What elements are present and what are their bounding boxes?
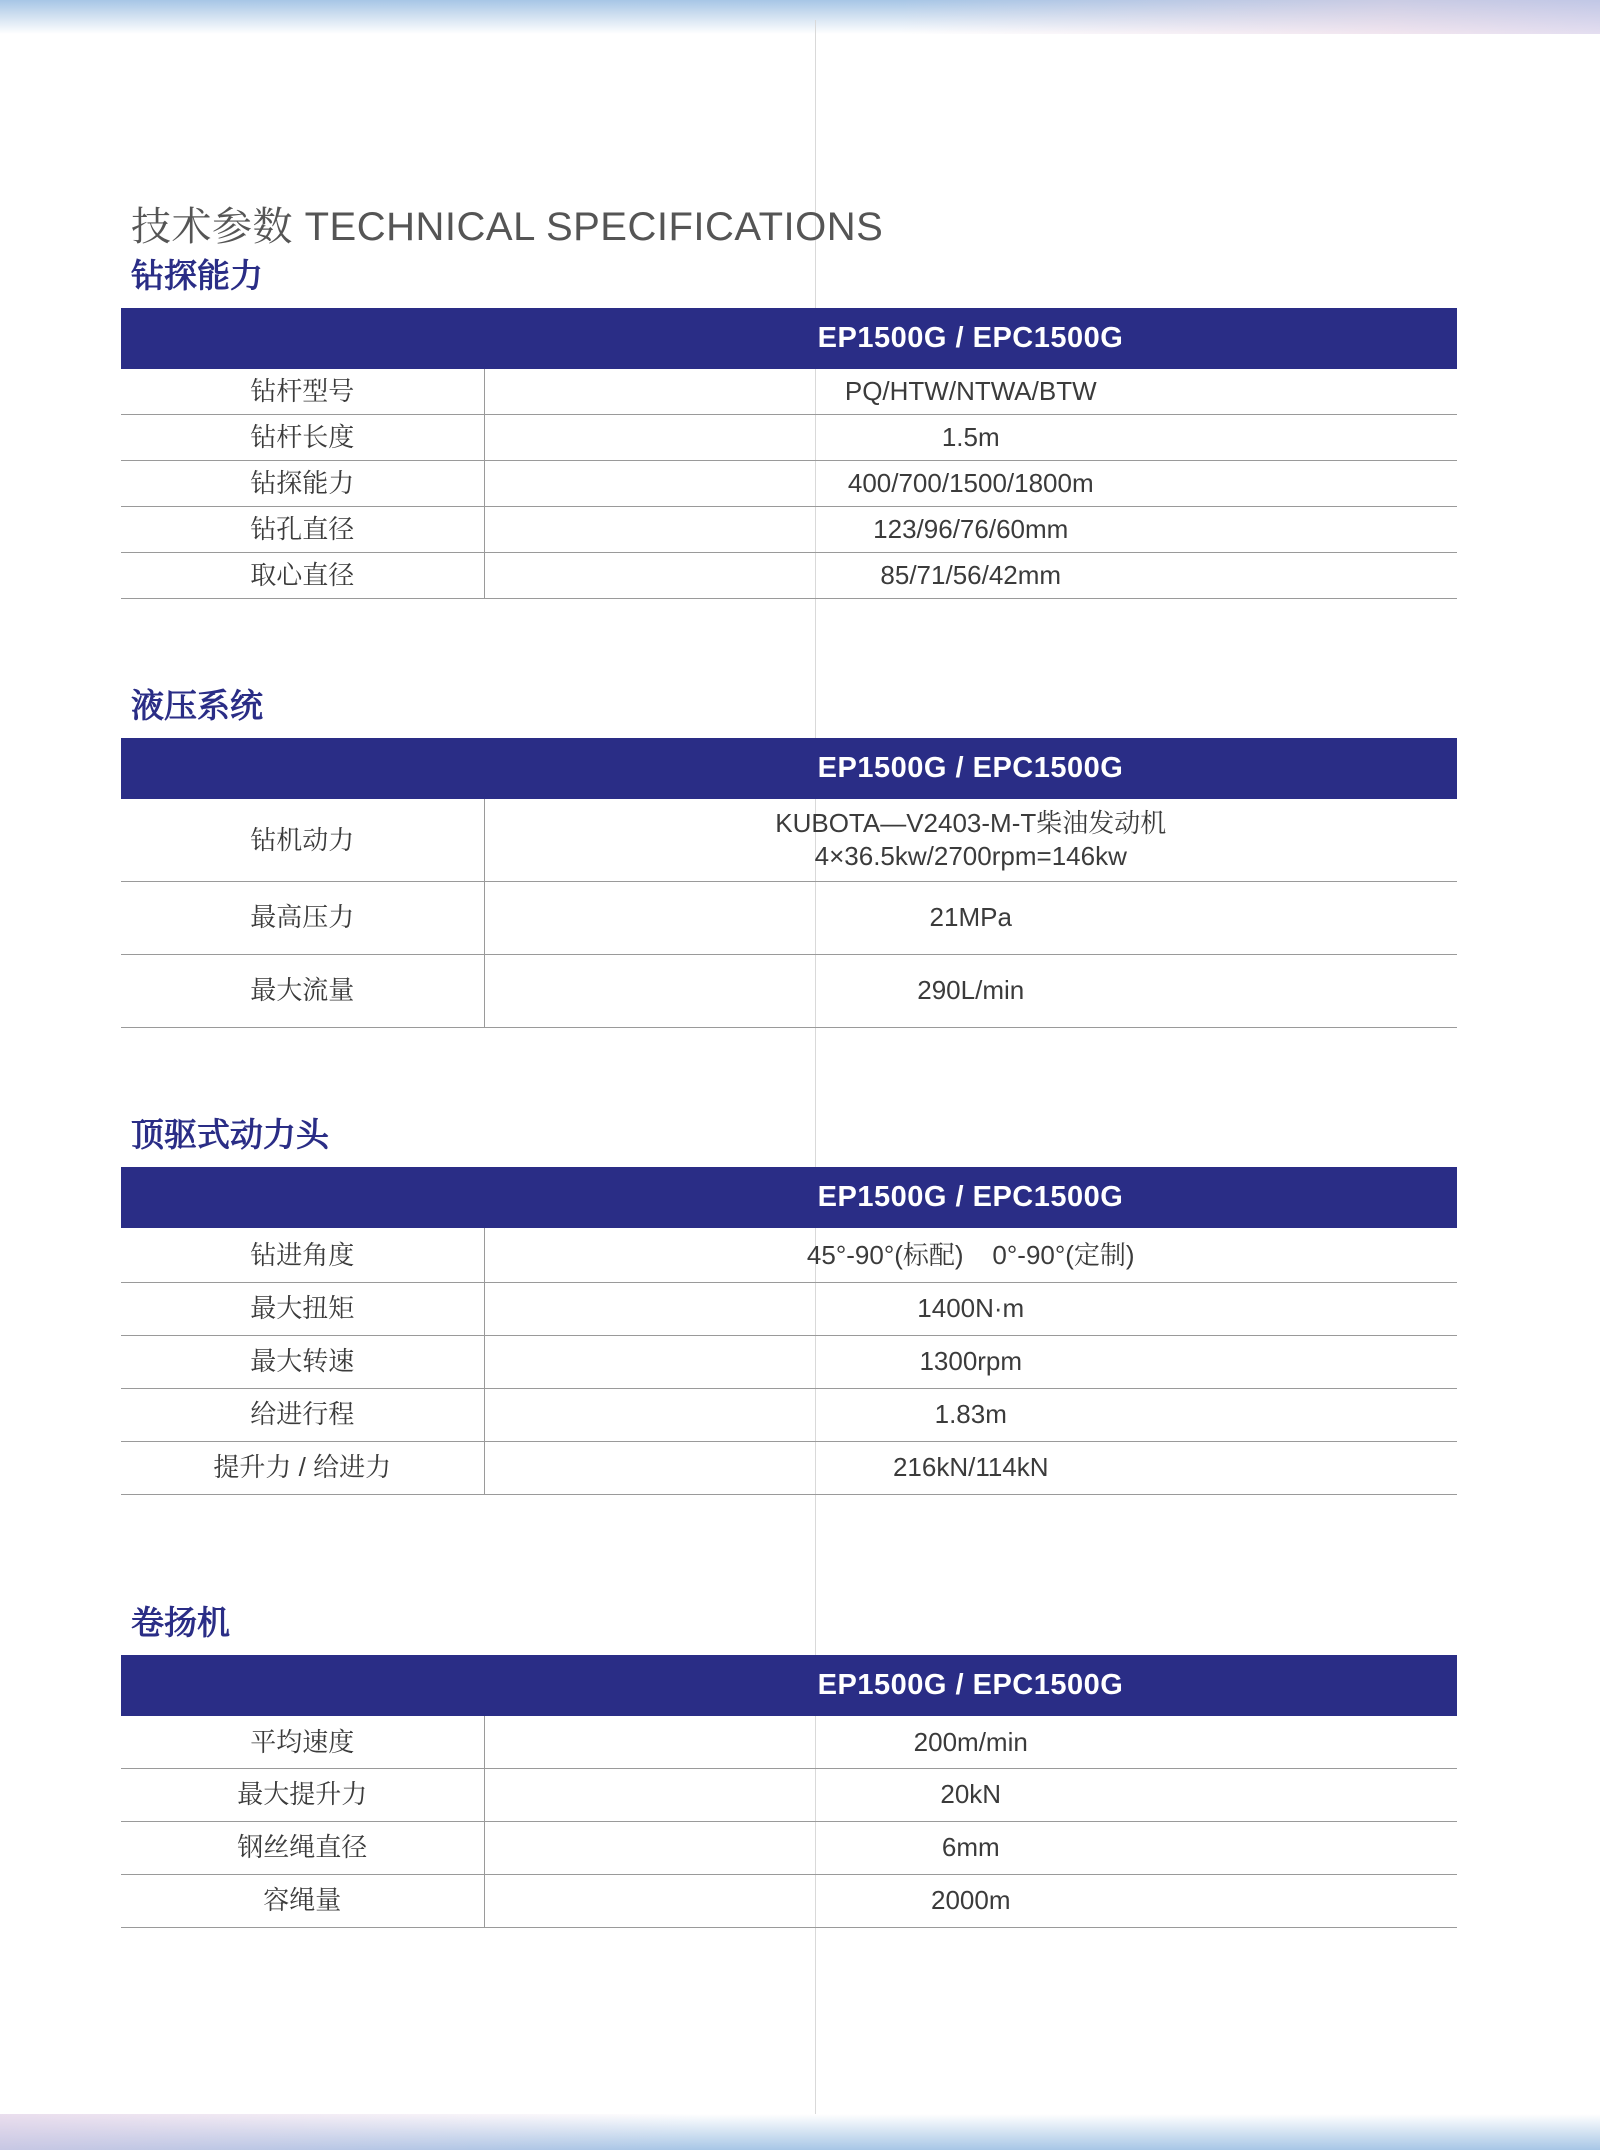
spec-value: 1.83m	[484, 1388, 1457, 1441]
section-top-drive-head	[121, 1113, 1457, 1495]
page-title: 技术参数 TECHNICAL SPECIFICATIONS	[131, 204, 884, 249]
spec-value: 400/700/1500/1800m	[484, 460, 1457, 506]
table-row	[121, 506, 1457, 552]
table-row	[121, 1388, 1457, 1441]
table-row	[121, 1282, 1457, 1335]
header-blank-cell	[121, 738, 484, 799]
spec-label: 提升力 / 给进力	[121, 1441, 484, 1494]
model-header: EP1500G / EPC1500G	[484, 308, 1457, 369]
table-row	[121, 1768, 1457, 1821]
table-row	[121, 552, 1457, 598]
spec-value: 6mm	[484, 1821, 1457, 1874]
spec-label: 钻杆长度	[121, 414, 484, 460]
spec-label: 最大扭矩	[121, 1282, 484, 1335]
spec-value: 290L/min	[484, 954, 1457, 1027]
spec-label: 钻孔直径	[121, 506, 484, 552]
spec-label: 钻进角度	[121, 1228, 484, 1282]
model-header: EP1500G / EPC1500G	[484, 1167, 1457, 1228]
section-title: 液压系统	[131, 687, 263, 724]
spec-label: 平均速度	[121, 1716, 484, 1768]
bottom-decorative-band	[0, 2114, 1600, 2150]
spec-label: 钻机动力	[121, 799, 484, 881]
spec-value: PQ/HTW/NTWA/BTW	[484, 369, 1457, 414]
model-header: EP1500G / EPC1500G	[484, 738, 1457, 799]
table-row	[121, 414, 1457, 460]
table-row	[121, 1821, 1457, 1874]
spec-value: 2000m	[484, 1874, 1457, 1927]
spec-label: 最大转速	[121, 1335, 484, 1388]
table-row	[121, 1228, 1457, 1282]
table-row	[121, 954, 1457, 1027]
engine-power: 4×36.5kw/2700rpm=146kw	[814, 840, 1127, 871]
spec-label: 钻探能力	[121, 460, 484, 506]
spec-label: 最大提升力	[121, 1768, 484, 1821]
table-row	[121, 1441, 1457, 1494]
table-header-row	[121, 738, 1457, 799]
spec-value: 123/96/76/60mm	[484, 506, 1457, 552]
table-row	[121, 799, 1457, 881]
table-row	[121, 1716, 1457, 1768]
table-row	[121, 1874, 1457, 1927]
header-blank-cell	[121, 1167, 484, 1228]
table-row	[121, 369, 1457, 414]
spec-label: 给进行程	[121, 1388, 484, 1441]
spec-value: 20kN	[484, 1768, 1457, 1821]
table-row	[121, 881, 1457, 954]
table-row	[121, 1335, 1457, 1388]
spec-value: 200m/min	[484, 1716, 1457, 1768]
table-header-row	[121, 308, 1457, 369]
section-title: 顶驱式动力头	[131, 1116, 329, 1153]
spec-label: 取心直径	[121, 552, 484, 598]
spec-value: 216kN/114kN	[484, 1441, 1457, 1494]
spec-label: 钢丝绳直径	[121, 1821, 484, 1874]
top-decorative-band	[0, 0, 1600, 34]
section-title: 钻探能力	[131, 257, 263, 294]
spec-label: 钻杆型号	[121, 369, 484, 414]
spec-label: 最大流量	[121, 954, 484, 1027]
section-drilling-capacity	[121, 254, 1457, 599]
table-header-row	[121, 1655, 1457, 1716]
spec-label: 最高压力	[121, 881, 484, 954]
spec-value: 1.5m	[484, 414, 1457, 460]
table-header-row	[121, 1167, 1457, 1228]
spec-value: 1400N·m	[484, 1282, 1457, 1335]
section-hydraulic-system	[121, 684, 1457, 1028]
spec-label: 容绳量	[121, 1874, 484, 1927]
spec-table	[121, 1655, 1457, 1928]
section-winch	[121, 1601, 1457, 1928]
section-title: 卷扬机	[131, 1604, 230, 1641]
spec-value: 45°-90°(标配) 0°-90°(定制)	[484, 1228, 1457, 1282]
engine-model: KUBOTA—V2403-M-T柴油发动机	[775, 808, 1167, 839]
spec-value: 1300rpm	[484, 1335, 1457, 1388]
header-blank-cell	[121, 1655, 484, 1716]
spec-value: 85/71/56/42mm	[484, 552, 1457, 598]
table-row	[121, 460, 1457, 506]
header-blank-cell	[121, 308, 484, 369]
spec-value: 21MPa	[484, 881, 1457, 954]
model-header: EP1500G / EPC1500G	[484, 1655, 1457, 1716]
spec-value	[484, 799, 1457, 881]
spec-table	[121, 308, 1457, 599]
spec-table	[121, 738, 1457, 1028]
spec-table	[121, 1167, 1457, 1495]
